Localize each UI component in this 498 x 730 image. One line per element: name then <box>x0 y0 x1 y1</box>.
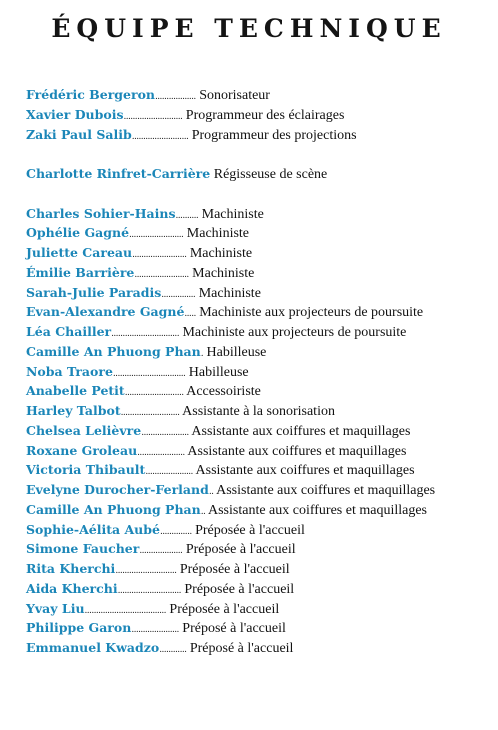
crew-member-name: Philippe Garon <box>26 620 132 636</box>
credit-row <box>26 559 488 579</box>
crew-role: Assistante aux coiffures et maquillages <box>184 443 407 459</box>
crew-role: Machiniste <box>188 265 255 281</box>
crew-role: Préposé à l'accueil <box>178 621 286 637</box>
credit-row <box>26 441 488 461</box>
crew-member-name: Juliette Careau <box>26 245 133 260</box>
credit-row <box>26 105 488 125</box>
crew-member-name: Evan-Alexandre Gagné <box>26 304 185 320</box>
crew-member-name: Yvay Liu <box>26 600 85 616</box>
leader-dots: ..... <box>184 309 196 320</box>
crew-role: Préposée à l'accueil <box>165 601 280 617</box>
crew-role: Préposée à l'accueil <box>176 562 290 577</box>
crew-member-name: Sophie-Aélita Aubé <box>26 521 160 537</box>
credit-row <box>26 460 488 480</box>
crew-member-name: Sarah-Julie Paradis <box>26 284 162 300</box>
credit-row <box>26 164 488 184</box>
leader-dots: ........................... <box>115 566 177 576</box>
crew-member-name: Charles Sohier-Hains <box>26 205 176 221</box>
crew-role: Programmeur des projections <box>188 127 357 143</box>
crew-member-name: Evelyne Durocher-Ferland <box>26 482 209 497</box>
crew-member-name: Anabelle Petit <box>26 383 125 399</box>
crew-member-name: Victoria Thibault <box>26 462 146 478</box>
crew-member-name: Camille An Phuong Phan <box>26 343 201 359</box>
group-spacer <box>26 184 488 204</box>
crew-role: Assistante aux coiffures et maquillages <box>192 463 415 479</box>
leader-dots: ..................... <box>145 467 193 478</box>
credit-row <box>26 401 488 421</box>
crew-role: Machiniste aux projecteurs de poursuite <box>178 325 407 340</box>
credit-row <box>26 480 488 500</box>
crew-member-name: Rita Kherchi <box>26 561 116 576</box>
credit-row <box>26 243 488 263</box>
credit-row <box>26 500 488 520</box>
crew-member-name: Xavier Dubois <box>26 106 124 122</box>
credit-row <box>26 539 488 559</box>
credit-row <box>26 125 488 145</box>
leader-dots: ......................... <box>131 131 189 142</box>
crew-role: Préposé à l'accueil <box>186 641 294 656</box>
leader-dots: ........................ <box>132 250 187 260</box>
crew-role: Assistante aux coiffures et maquillages <box>188 423 411 439</box>
leader-dots: ..................... <box>131 625 179 636</box>
leader-dots: .......................... <box>124 388 184 399</box>
crew-member-name: Zaki Paul Salib <box>26 126 132 142</box>
crew-member-name: Harley Talbot <box>26 403 121 418</box>
crew-member-name: Léa Chailler <box>26 324 112 339</box>
crew-role: Accessoiriste <box>183 384 261 400</box>
crew-role: Préposée à l'accueil <box>182 542 296 558</box>
crew-member-name: Chelsea Lelièvre <box>26 422 142 438</box>
crew-member-name: Émilie Barrière <box>26 264 135 280</box>
credit-row <box>26 283 488 303</box>
leader-dots: .................................... <box>84 605 166 616</box>
crew-member-name: Frédéric Bergeron <box>26 87 155 102</box>
crew-member-name: Simone Faucher <box>26 541 140 557</box>
leader-dots: ............... <box>161 289 196 300</box>
crew-role: Machiniste aux projecteurs de poursuite <box>195 305 424 321</box>
crew-role: Préposée à l'accueil <box>180 581 295 597</box>
leader-dots: .......... <box>175 210 199 221</box>
credit-row <box>26 599 488 619</box>
crew-role: Machiniste <box>198 206 264 222</box>
leader-dots: ................................ <box>112 368 186 379</box>
leader-dots: ........................ <box>129 230 184 241</box>
credit-row <box>26 381 488 401</box>
leader-dots: ................... <box>139 546 183 557</box>
leader-dots: .................. <box>155 92 196 102</box>
credit-row <box>26 223 488 243</box>
crew-role: Habilleuse <box>203 344 267 360</box>
credit-row <box>26 263 488 283</box>
leader-dots: ............................ <box>117 585 181 596</box>
crew-member-name: Emmanuel Kwadzo <box>26 640 160 655</box>
crew-role: Habilleuse <box>185 364 249 380</box>
credit-row <box>26 204 488 224</box>
credit-row <box>26 421 488 441</box>
crew-role: Assistante aux coiffures et maquillages <box>205 502 428 518</box>
leader-dots: .......................... <box>123 111 183 122</box>
leader-dots: ..................... <box>137 447 185 458</box>
crew-member-name: Camille An Phuong Phan <box>26 501 201 517</box>
credit-row <box>26 362 488 382</box>
leader-dots: ..................... <box>141 427 189 438</box>
crew-role: Programmeur des éclairages <box>182 107 345 123</box>
crew-role: Sonorisateur <box>195 88 270 103</box>
credit-row <box>26 302 488 322</box>
leader-dots: .............................. <box>111 329 179 339</box>
leader-dots: .......................... <box>120 408 180 418</box>
credit-row <box>26 322 488 342</box>
credit-row <box>26 342 488 362</box>
leader-dots: .............. <box>159 526 192 537</box>
crew-member-name: Roxane Groleau <box>26 442 138 458</box>
leader-dots: .. <box>200 506 206 517</box>
crew-role: Machiniste <box>186 246 253 261</box>
credit-row <box>26 618 488 638</box>
credits-list <box>26 85 488 658</box>
group-spacer <box>26 144 488 164</box>
crew-member-name: Aida Kherchi <box>26 580 118 596</box>
leader-dots: ........................ <box>134 269 189 280</box>
crew-role: Préposée à l'accueil <box>191 522 305 538</box>
crew-role: Régisseuse de scène <box>210 167 328 182</box>
leader-dots: . <box>200 348 203 359</box>
leader-dots: ............ <box>159 645 187 655</box>
credit-row <box>26 579 488 599</box>
crew-role: Assistante à la sonorisation <box>179 404 335 419</box>
credit-row <box>26 638 488 658</box>
credit-row <box>26 520 488 540</box>
crew-role: Machiniste <box>195 285 261 301</box>
crew-member-name: Charlotte Rinfret-Carrière <box>26 166 211 181</box>
page-title: ÉQUIPE TECHNIQUE <box>51 14 447 43</box>
crew-member-name: Noba Traore <box>26 363 113 379</box>
credit-row <box>26 85 488 105</box>
leader-dots: .. <box>208 487 214 497</box>
crew-role: Assistante aux coiffures et maquillages <box>213 483 436 498</box>
crew-role: Machiniste <box>183 226 250 242</box>
crew-member-name: Ophélie Gagné <box>26 225 130 241</box>
